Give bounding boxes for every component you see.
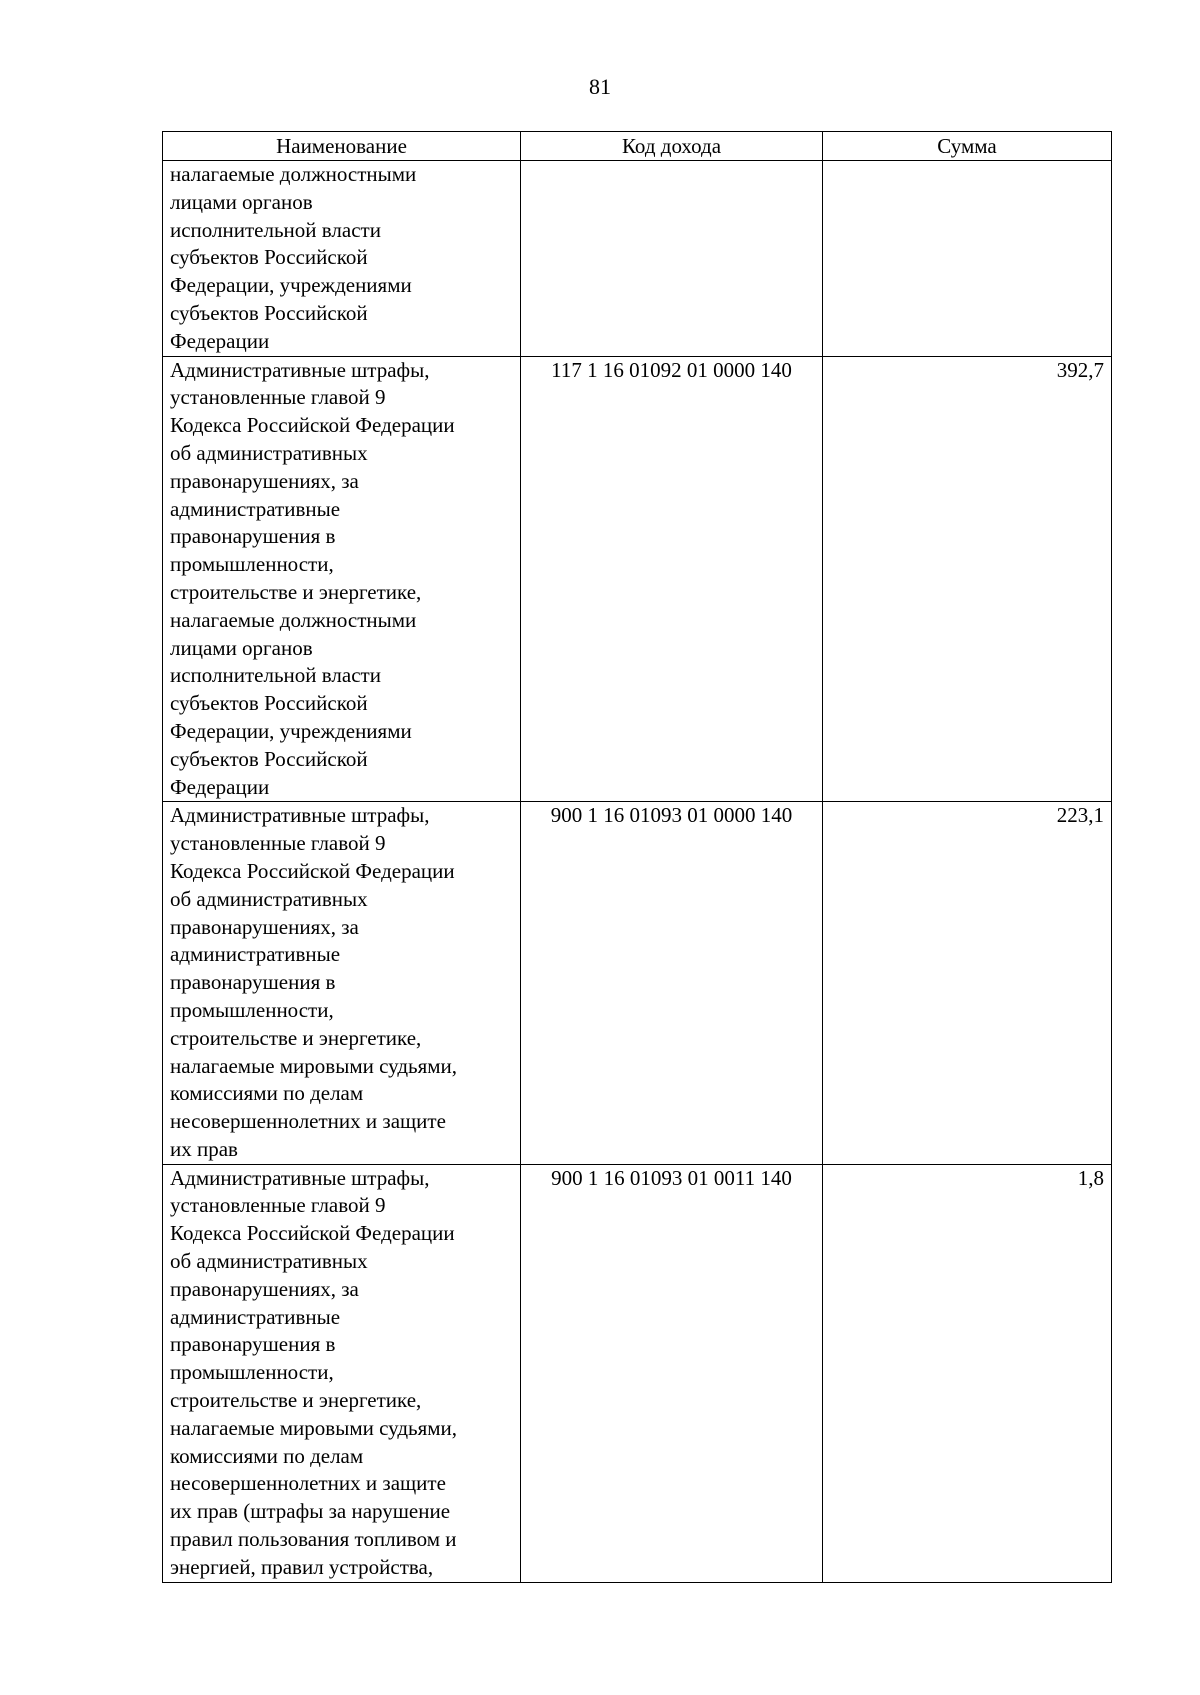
table-row: [163, 356, 1112, 802]
row-name: Административные штрафы, установленные главой 9 Кодекса Российской Федерации об административных правонарушениях, за административные правонарушения в промышленности, строительстве и энергетике, налагаемые мировыми судьями, комиссиями по делам несовершеннолетних и защите их прав: [163, 802, 521, 1164]
table-row: [163, 161, 1112, 357]
row-sum: 223,1: [823, 802, 1112, 1164]
row-code: 117 1 16 01092 01 0000 140: [521, 356, 823, 802]
table-row: [163, 802, 1112, 1164]
column-header-sum: Сумма: [823, 132, 1112, 161]
row-name: налагаемые должностными лицами органов исполнительной власти субъектов Российской Федерации, учреждениями субъектов Российской Федерации: [163, 161, 521, 357]
column-header-code: Код дохода: [521, 132, 823, 161]
row-code: [521, 161, 823, 357]
column-header-name: Наименование: [163, 132, 521, 161]
row-code: 900 1 16 01093 01 0011 140: [521, 1164, 823, 1582]
row-sum: 1,8: [823, 1164, 1112, 1582]
page-number: 81: [589, 74, 611, 99]
row-sum: [823, 161, 1112, 357]
row-name: Административные штрафы, установленные главой 9 Кодекса Российской Федерации об административных правонарушениях, за административные правонарушения в промышленности, строительстве и энергетике, налагаемые должностными лицами органов исполнительной власти субъектов Российской Федерации, учреждениями субъектов Российской Федерации: [163, 356, 521, 802]
row-code: 900 1 16 01093 01 0000 140: [521, 802, 823, 1164]
row-sum: 392,7: [823, 356, 1112, 802]
row-name: Административные штрафы, установленные главой 9 Кодекса Российской Федерации об административных правонарушениях, за административные правонарушения в промышленности, строительстве и энергетике, налагаемые мировыми судьями, комиссиями по делам несовершеннолетних и защите их прав (штрафы за нарушение правил пользования топливом и энергией, правил устройства,: [163, 1164, 521, 1582]
revenue-table: [162, 131, 1112, 1583]
table-header-row: [163, 132, 1112, 161]
table-row: [163, 1164, 1112, 1582]
